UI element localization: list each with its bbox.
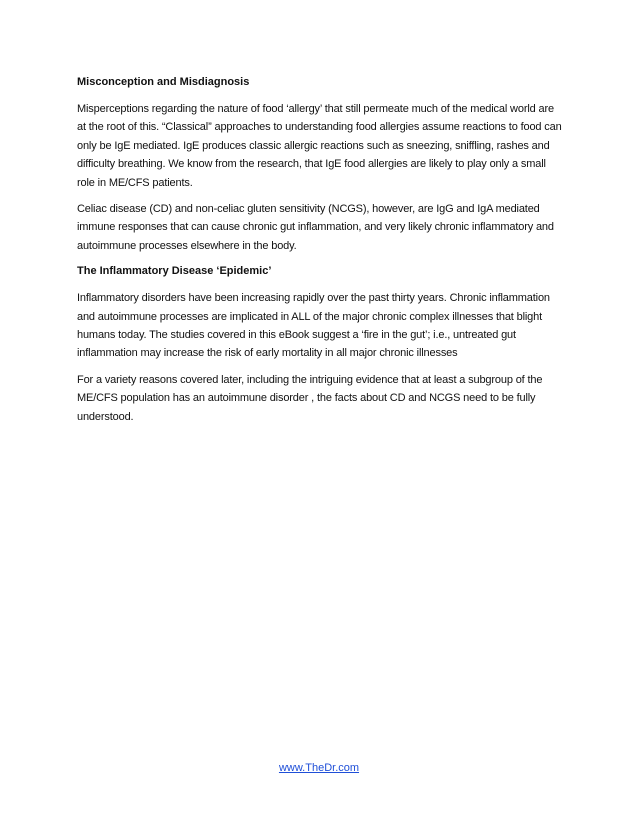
paragraph-inflammatory-disorders: Inflammatory disorders have been increasing rapidly over the past thirty years. Chronic inflammation and autoimmune processes are implicated in ALL of the major chronic complex illnesses that blight humans today. The studies covered in this eBook suggest a ‘fire in the gut’; i.e., untreated gut inflammation may increase the risk of early mortality in all major chronic illnesses: [77, 292, 550, 360]
section-heading-inflammatory: The Inflammatory Disease ‘Epidemic’: [77, 265, 272, 278]
paragraph-misperceptions: Misperceptions regarding the nature of food ‘allergy’ that still permeate much of the medical world are at the root of this. “Classical” approaches to understanding food allergies assume reactions to food can only be IgE mediated. IgE produces classic allergic reactions such as sneezing, sniffling, rashes and difficulty breathing. We know from the research, that IgE food allergies are likely to play only a small role in ME/CFS patients.: [77, 103, 562, 189]
page-footer: [0, 761, 638, 775]
footer-website-link[interactable]: www.TheDr.com: [278, 762, 360, 774]
document-body: [77, 74, 565, 434]
paragraph-celiac: Celiac disease (CD) and non-celiac gluten sensitivity (NCGS), however, are IgG and IgA mediated immune responses that can cause chronic gut inflammation, and very likely chronic inflammatory and autoimmune processes elsewhere in the body.: [77, 203, 554, 252]
section-heading-misconception: Misconception and Misdiagnosis: [77, 76, 250, 88]
paragraph-variety-reasons: For a variety reasons covered later, including the intriguing evidence that at least a subgroup of the ME/CFS population has an autoimmune disorder , the facts about CD and NCGS need to be fully understood.: [77, 373, 543, 423]
